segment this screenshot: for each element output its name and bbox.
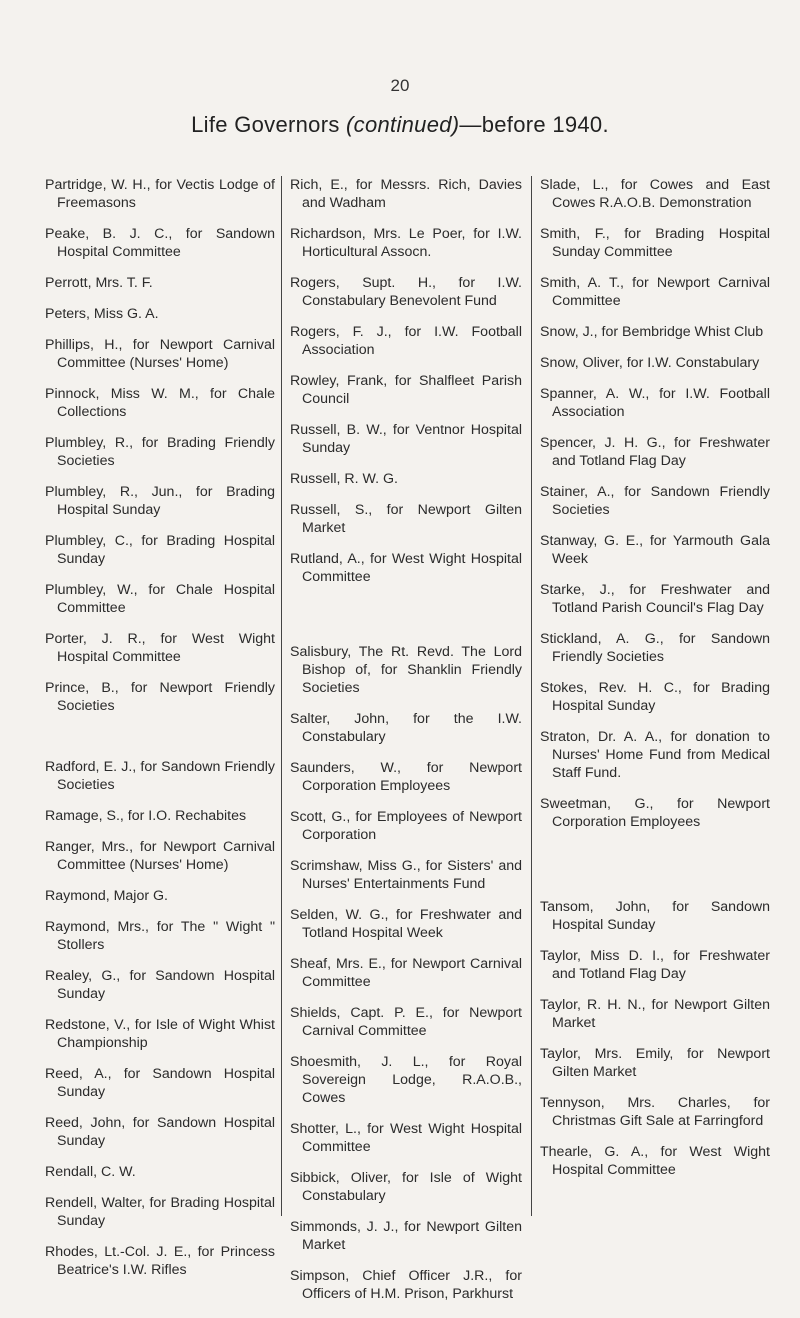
governor-entry: Rhodes, Lt.-Col. J. E., for Princess Beatrice's I.W. Rifles: [45, 1244, 275, 1278]
block-spacer: [290, 599, 522, 643]
governor-entry: Partridge, W. H., for Vectis Lodge of Freemasons: [45, 177, 275, 211]
title-continued: (continued): [346, 112, 460, 137]
governor-entry: Sheaf, Mrs. E., for Newport Carnival Committee: [290, 956, 522, 990]
governor-entry: Realey, G., for Sandown Hospital Sunday: [45, 968, 275, 1002]
column-3: [540, 176, 770, 1192]
governor-entry: Ranger, Mrs., for Newport Carnival Committee (Nurses' Home): [45, 839, 275, 873]
governor-entry: Richardson, Mrs. Le Poer, for I.W. Horticultural Assocn.: [290, 226, 522, 260]
governor-entry: Shotter, L., for West Wight Hospital Committee: [290, 1121, 522, 1155]
governor-entry: Shoesmith, J. L., for Royal Sovereign Lodge, R.A.O.B., Cowes: [290, 1054, 522, 1106]
governor-entry: Reed, John, for Sandown Hospital Sunday: [45, 1115, 275, 1149]
governor-entry: Straton, Dr. A. A., for donation to Nurses' Home Fund from Medical Staff Fund.: [540, 729, 770, 781]
block-spacer: [45, 728, 275, 758]
page-number: 20: [390, 76, 410, 95]
governor-entry: Rogers, F. J., for I.W. Football Association: [290, 324, 522, 358]
governor-entry: Plumbley, R., Jun., for Brading Hospital Sunday: [45, 484, 275, 518]
page-title: [0, 112, 800, 138]
governor-entry: Tennyson, Mrs. Charles, for Christmas Gift Sale at Farringford: [540, 1095, 770, 1129]
governor-entry: Rich, E., for Messrs. Rich, Davies and Wadham: [290, 177, 522, 211]
governor-entry: Scott, G., for Employees of Newport Corporation: [290, 809, 522, 843]
governor-entry: Thearle, G. A., for West Wight Hospital Committee: [540, 1144, 770, 1178]
governor-entry: Redstone, V., for Isle of Wight Whist Championship: [45, 1017, 275, 1051]
governor-entry: Smith, A. T., for Newport Carnival Committee: [540, 275, 770, 309]
governor-entry: Snow, J., for Bembridge Whist Club: [540, 324, 764, 340]
governor-entry: Sibbick, Oliver, for Isle of Wight Constabulary: [290, 1170, 522, 1204]
governor-entry: Reed, A., for Sandown Hospital Sunday: [45, 1066, 275, 1100]
governor-entry: Radford, E. J., for Sandown Friendly Societies: [45, 759, 275, 793]
governor-entry: Perrott, Mrs. T. F.: [45, 275, 153, 291]
governor-entry: Raymond, Mrs., for The " Wight " Stollers: [45, 919, 275, 953]
governor-entry: Raymond, Major G.: [45, 888, 168, 904]
governor-entry: Plumbley, R., for Brading Friendly Societies: [45, 435, 275, 469]
governor-entry: Taylor, R. H. N., for Newport Gilten Market: [540, 997, 770, 1031]
governor-entry: Russell, B. W., for Ventnor Hospital Sunday: [290, 422, 522, 456]
title-suffix: —before 1940.: [459, 112, 609, 137]
governor-entry: Starke, J., for Freshwater and Totland Parish Council's Flag Day: [540, 582, 770, 616]
governor-entry: Stokes, Rev. H. C., for Brading Hospital Sunday: [540, 680, 770, 714]
governor-entry: Pinnock, Miss W. M., for Chale Collections: [45, 386, 275, 420]
governor-entry: Stickland, A. G., for Sandown Friendly Societies: [540, 631, 770, 665]
governor-entry: Tansom, John, for Sandown Hospital Sunday: [540, 899, 770, 933]
column-2: [290, 176, 522, 1316]
governor-entry: Selden, W. G., for Freshwater and Totland Hospital Week: [290, 907, 522, 941]
title-main: Life Governors: [191, 112, 340, 137]
governor-entry: Shields, Capt. P. E., for Newport Carnival Committee: [290, 1005, 522, 1039]
governor-entry: Salisbury, The Rt. Revd. The Lord Bishop of, for Shanklin Friendly Societies: [290, 644, 522, 696]
governor-entry: Spencer, J. H. G., for Freshwater and Totland Flag Day: [540, 435, 770, 469]
governor-entry: Spanner, A. W., for I.W. Football Association: [540, 386, 770, 420]
governor-entry: Rowley, Frank, for Shalfleet Parish Council: [290, 373, 522, 407]
governor-entry: Taylor, Mrs. Emily, for Newport Gilten Market: [540, 1046, 770, 1080]
governor-entry: Russell, S., for Newport Gilten Market: [290, 502, 522, 536]
governor-entry: Phillips, H., for Newport Carnival Committee (Nurses' Home): [45, 337, 275, 371]
governor-entry: Ramage, S., for I.O. Rechabites: [45, 808, 247, 824]
governor-entry: Stanway, G. E., for Yarmouth Gala Week: [540, 533, 770, 567]
governor-entry: Peters, Miss G. A.: [45, 306, 159, 322]
governor-entry: Taylor, Miss D. I., for Freshwater and Totland Flag Day: [540, 948, 770, 982]
governor-entry: Smith, F., for Brading Hospital Sunday Committee: [540, 226, 770, 260]
governor-entry: Simmonds, J. J., for Newport Gilten Market: [290, 1219, 522, 1253]
governor-entry: Rendell, Walter, for Brading Hospital Sunday: [45, 1195, 275, 1229]
governor-entry: Saunders, W., for Newport Corporation Employees: [290, 760, 522, 794]
governor-entry: Rutland, A., for West Wight Hospital Committee: [290, 551, 522, 585]
governor-entry: Slade, L., for Cowes and East Cowes R.A.O.B. Demonstration: [540, 177, 770, 211]
governor-entry: Sweetman, G., for Newport Corporation Employees: [540, 796, 770, 830]
governor-entry: Snow, Oliver, for I.W. Constabulary: [540, 355, 760, 371]
column-divider: [281, 176, 282, 1216]
governor-entry: Plumbley, W., for Chale Hospital Committee: [45, 582, 275, 616]
governor-entry: Prince, B., for Newport Friendly Societies: [45, 680, 275, 714]
governor-entry: Salter, John, for the I.W. Constabulary: [290, 711, 522, 745]
governor-entry: Plumbley, C., for Brading Hospital Sunday: [45, 533, 275, 567]
governor-entry: Rogers, Supt. H., for I.W. Constabulary Benevolent Fund: [290, 275, 522, 309]
column-divider: [531, 176, 532, 1216]
governor-entry: Peake, B. J. C., for Sandown Hospital Committee: [45, 226, 275, 260]
governor-entry: Russell, R. W. G.: [290, 471, 398, 487]
governor-entry: Porter, J. R., for West Wight Hospital Committee: [45, 631, 275, 665]
block-spacer: [540, 844, 770, 898]
governor-entry: Rendall, C. W.: [45, 1164, 136, 1180]
governor-entry: Scrimshaw, Miss G., for Sisters' and Nurses' Entertainments Fund: [290, 858, 522, 892]
column-1: [45, 176, 275, 1292]
governor-entry: Simpson, Chief Officer J.R., for Officers of H.M. Prison, Parkhurst: [290, 1268, 522, 1302]
governor-entry: Stainer, A., for Sandown Friendly Societies: [540, 484, 770, 518]
